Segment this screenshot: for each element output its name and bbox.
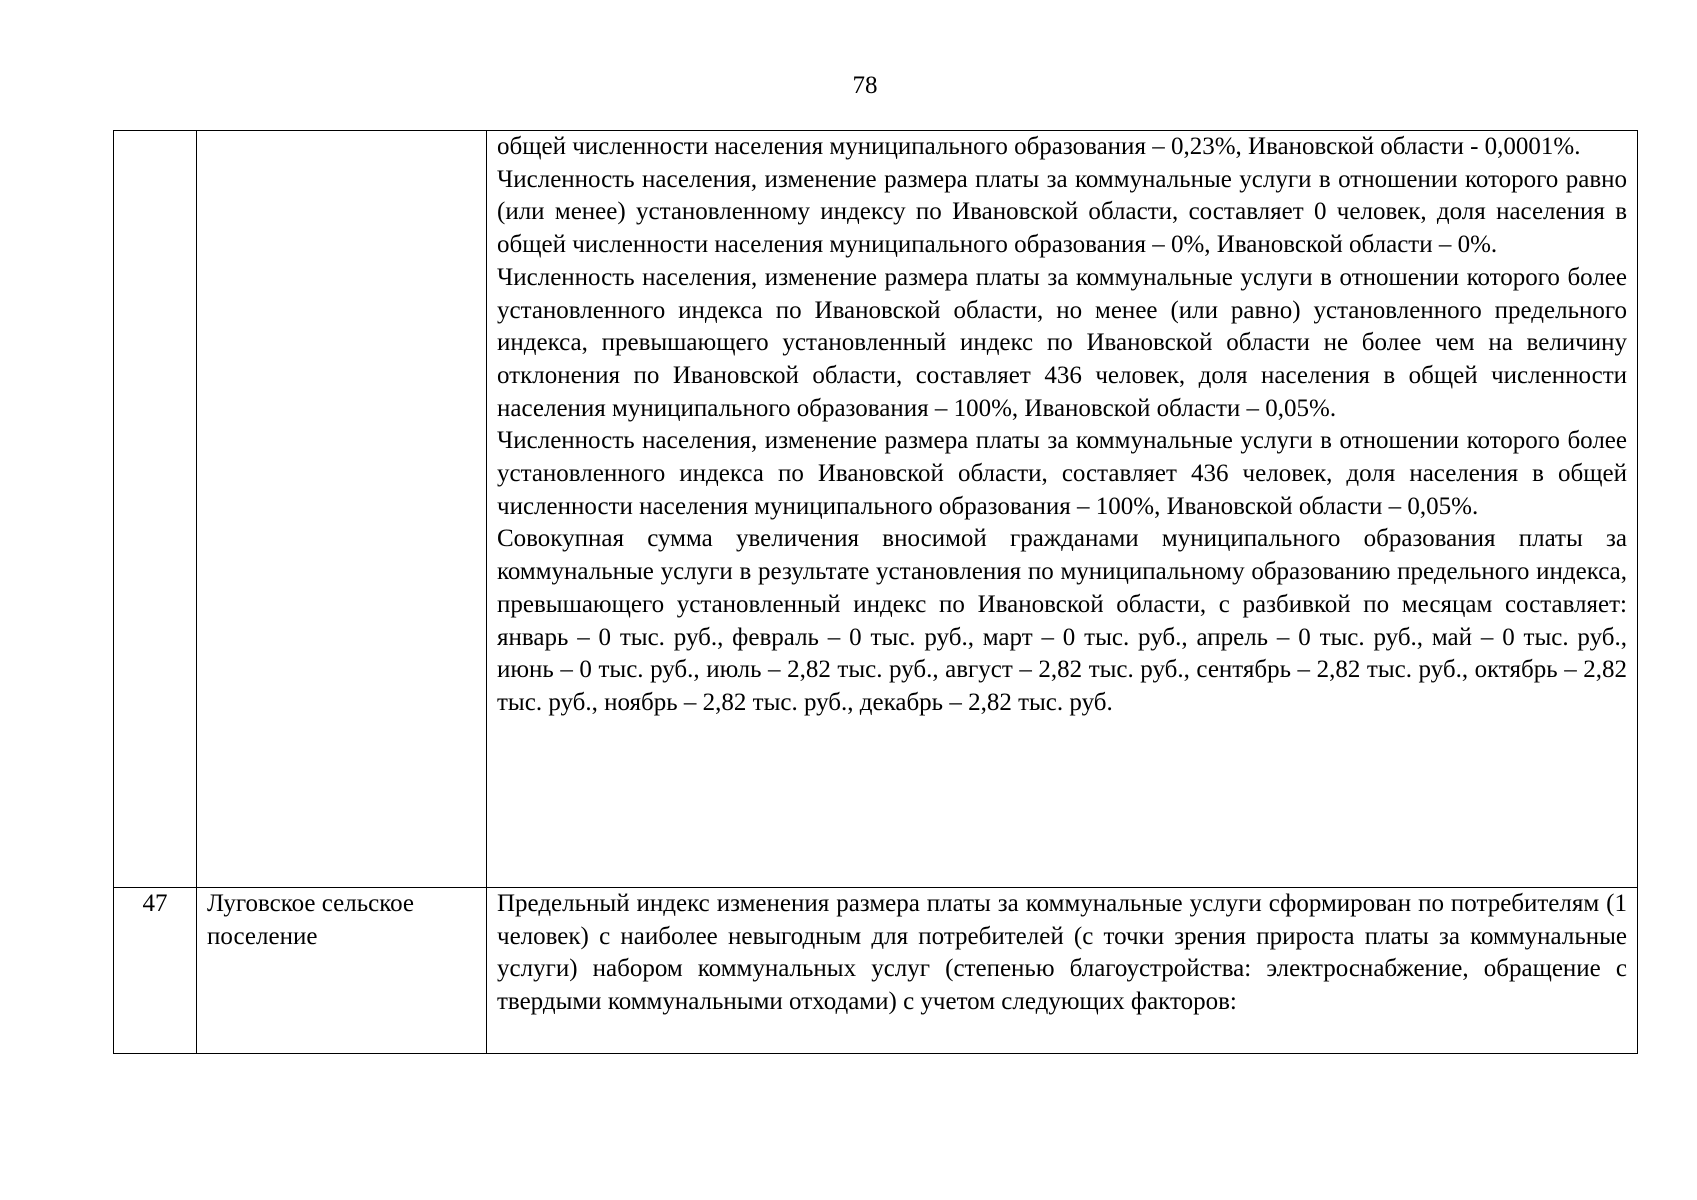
paragraph: общей численности населения муниципального образования – 0,23%, Ивановской области - 0,0001%. <box>497 133 1581 160</box>
paragraph: Численность населения, изменение размера платы за коммунальные услуги в отношении которого более установленного индекса по Ивановской области, составляет 436 человек, доля населения в общей численности населения муниципального образования – 100%, Ивановской области – 0,05%. <box>497 427 1627 520</box>
paragraph: Предельный индекс изменения размера платы за коммунальные услуги сформирован по потребителям (1 человек) с наиболее невыгодным для потребителей (с точки зрения прироста платы за коммунальные услуги) набором коммунальных услуг (степенью благоустройства: электроснабжение, обращение с твердыми коммунальными отходами) с учетом следующих факторов: <box>497 890 1627 1016</box>
description-cell <box>487 888 1638 1054</box>
municipality-name-cell <box>197 131 487 888</box>
table-row <box>114 888 1638 1054</box>
row-number-cell: 47 <box>114 888 197 1054</box>
table-row <box>114 131 1638 888</box>
description-cell <box>487 131 1638 888</box>
page-number: 78 <box>852 72 878 99</box>
row-number-cell <box>114 131 197 888</box>
paragraph: Совокупная сумма увеличения вносимой гражданами муниципального образования платы за коммунальные услуги в результате установления по муниципальному образованию предельного индекса, превышающего установленный индекс по Ивановской области, с разбивкой по месяцам составляет: январь – 0 тыс. руб., февраль – 0 тыс. руб., март – 0 тыс. руб., апрель – 0 тыс. руб., май – 0 тыс. руб., июнь – 0 тыс. руб., июль – 2,82 тыс. руб., август – 2,82 тыс. руб., сентябрь – 2,82 тыс. руб., октябрь – 2,82 тыс. руб., ноябрь – 2,82 тыс. руб., декабрь – 2,82 тыс. руб. <box>497 525 1627 716</box>
municipal-index-table <box>113 130 1638 1054</box>
municipality-name-cell: Луговское сельское поселение <box>197 888 487 1054</box>
paragraph: Численность населения, изменение размера платы за коммунальные услуги в отношении которого равно (или менее) установленному индексу по Ивановской области, составляет 0 человек, доля населения в общей численности населения муниципального образования – 0%, Ивановской области – 0%. <box>497 165 1627 259</box>
paragraph: Численность населения, изменение размера платы за коммунальные услуги в отношении которого более установленного индекса по Ивановской области, но менее (или равно) установленного предельного индекса, превышающего установленный индекс по Ивановской области не более чем на величину отклонения по Ивановской области, составляет 436 человек, доля населения в общей численности населения муниципального образования – 100%, Ивановской области – 0,05%. <box>497 263 1627 422</box>
